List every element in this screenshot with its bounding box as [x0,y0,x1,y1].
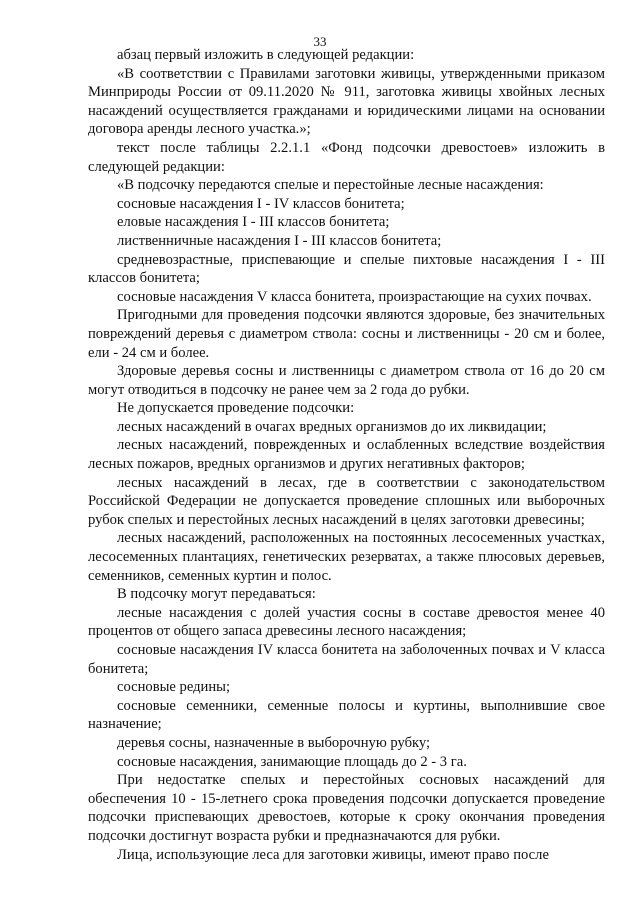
paragraph: деревья сосны, назначенные в выборочную рубку; [117,734,431,751]
paragraph: текст после таблицы 2.2.1.1 «Фонд подсочки древостоев» изложить в следующей редакции: [88,139,605,175]
paragraph: средневозрастные, приспевающие и спелые пихтовые насаждения I - III классов бонитета; [88,251,605,287]
page-number: 33 [313,34,327,49]
paragraph: лесных насаждений в лесах, где в соответствии с законодательством Российской Федерации не допускается проведение сплошных или выборочных рубок спелых и перестойных лесных насаждений в целях заготовки древесины; [88,474,605,528]
paragraph: сосновые насаждения, занимающие площадь до 2 - 3 га. [117,753,467,770]
paragraph: Лица, использующие леса для заготовки живицы, имеют право после [117,846,549,863]
paragraph: При недостатке спелых и перестойных сосновых насаждений для обеспечения 10 - 15-летнего срока проведения подсочки допускается проведение подсочки приспевающих древостоев, которые к сроку окончания проведения подсочки достигнут возраста рубки и предназначаются для рубки. [88,772,605,844]
paragraph: «В подсочку передаются спелые и перестойные лесные насаждения: [117,177,544,194]
paragraph: еловые насаждения I - III классов бонитета; [117,214,390,231]
paragraph: сосновые редины; [117,679,231,696]
paragraph: Пригодными для проведения подсочки являются здоровые, без значительных повреждений деревья с диаметром ствола: сосны и лиственницы - 20 см и более, ели - 24 см и более. [88,307,605,361]
paragraph: сосновые насаждения I - IV классов бонитета; [117,195,405,212]
paragraph: лесных насаждений, поврежденных и ослабленных вследствие воздействия лесных пожаров, вредных организмов и других негативных факторов; [88,437,605,473]
paragraph: абзац первый изложить в следующей редакции: [117,47,415,63]
paragraph: Не допускается проведение подсочки: [117,400,355,417]
paragraph: сосновые насаждения IV класса бонитета на заболоченных почвах и V класса бонитета; [88,642,605,677]
paragraph: лесные насаждения с долей участия сосны в составе древостоя менее 40 процентов от общего запаса древесины лесного насаждения; [88,604,605,640]
paragraph: лиственничные насаждения I - III классов бонитета; [117,232,442,249]
paragraph: сосновые насаждения V класса бонитета, произрастающие на сухих почвах. [117,288,592,305]
paragraph: лесных насаждений, расположенных на постоянных лесосеменных участках, лесосеменных плантациях, генетических резерватах, а также плюсовых деревьев, семенников, семенных куртин и полос. [88,530,605,584]
paragraph: лесных насаждений в очагах вредных организмов до их ликвидации; [117,418,547,435]
paragraph: сосновые семенники, семенные полосы и куртины, выполнившие свое назначение; [88,697,605,733]
document-body [88,46,605,864]
paragraph: «В соответствии с Правилами заготовки живицы, утвержденными приказом Минприроды России от 09.11.2020 № 911, заготовка живицы хвойных лесных насаждений осуществляется гражданами и юридическими лицами на основании договора аренды лесного участка.»; [88,65,605,138]
paragraph: В подсочку могут передаваться: [117,586,316,603]
paragraph: Здоровые деревья сосны и лиственницы с диаметром ствола от 16 до 20 см могут отводиться в подсочку не ранее чем за 2 года до рубки. [88,363,605,398]
